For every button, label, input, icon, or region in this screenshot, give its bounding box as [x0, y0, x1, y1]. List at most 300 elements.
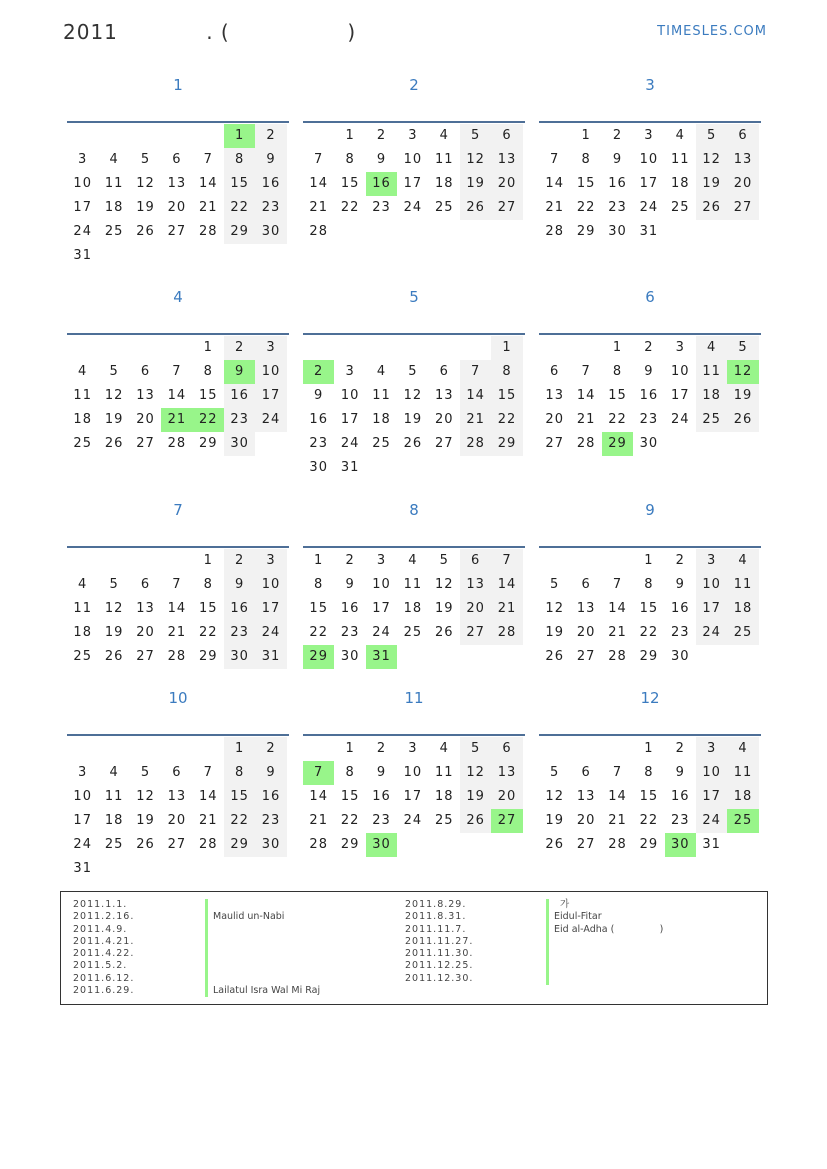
- holiday-marker: [205, 899, 208, 911]
- day-cell: 15: [224, 172, 255, 196]
- holiday-date: 2011.6.29.: [73, 985, 135, 997]
- day-cell: 30: [670, 649, 690, 664]
- day-cell: 24: [255, 621, 286, 645]
- day-cell: 22: [198, 625, 218, 640]
- day-cell: 9: [376, 765, 387, 780]
- day-grid: [67, 549, 289, 669]
- day-cell: 12: [545, 601, 564, 616]
- day-cell: 14: [167, 388, 187, 403]
- empty-cell: [98, 124, 129, 148]
- day-cell: 5: [140, 152, 151, 167]
- day-cell: 2: [675, 553, 685, 568]
- day-cell: 19: [545, 625, 564, 640]
- day-cell: 18: [403, 601, 423, 616]
- day-cell: 9: [255, 148, 286, 172]
- day-cell: 16: [639, 388, 659, 403]
- day-cell: 20: [491, 172, 522, 196]
- empty-cell: [397, 336, 428, 360]
- holiday-date: 2011.1.1.: [73, 899, 128, 910]
- day-cell: 28: [608, 837, 627, 852]
- day-cell: 10: [403, 765, 423, 780]
- day-cell: 12: [434, 577, 454, 592]
- day-cell: 14: [309, 789, 328, 804]
- month-name: 5: [409, 288, 419, 306]
- day-cell: 5: [550, 765, 560, 780]
- day-cell: 11: [670, 152, 690, 167]
- day-cell: 10: [73, 176, 92, 191]
- day-cell: 28: [167, 436, 187, 451]
- day-cell: 22: [340, 200, 360, 215]
- day-cell: 19: [460, 785, 491, 809]
- day-cell: 2: [224, 549, 255, 573]
- day-cell: 11: [372, 388, 391, 403]
- empty-cell: [193, 737, 224, 761]
- month-name: 7: [173, 501, 183, 519]
- day-cell: 15: [309, 601, 328, 616]
- day-cell: 8: [203, 577, 213, 592]
- day-cell: 16: [224, 597, 255, 621]
- day-cell: 27: [576, 649, 596, 664]
- day-cell: 25: [696, 408, 727, 432]
- day-cell: 7: [203, 765, 213, 780]
- day-cell: 26: [403, 436, 423, 451]
- empty-cell: [570, 549, 601, 573]
- day-cell: 5: [439, 553, 449, 568]
- weekday-header: [539, 312, 761, 335]
- day-cell: 9: [612, 152, 623, 167]
- day-grid: [303, 336, 525, 480]
- holiday-date: 2011.11.27.: [405, 935, 474, 947]
- holiday-marker: [205, 948, 208, 960]
- day-cell: 13: [576, 789, 596, 804]
- day-cell: 24: [403, 813, 423, 828]
- holiday-day: 9: [224, 360, 255, 384]
- day-grid: [67, 737, 289, 881]
- day-cell: 10: [639, 152, 659, 167]
- day-cell: 6: [460, 549, 491, 573]
- day-cell: 13: [727, 148, 758, 172]
- day-cell: 26: [545, 837, 564, 852]
- empty-cell: [602, 549, 633, 573]
- holiday-day: 12: [727, 360, 758, 384]
- day-cell: 6: [140, 364, 151, 379]
- day-cell: 25: [104, 224, 124, 239]
- month-name: 10: [168, 689, 188, 707]
- month-block: [303, 70, 525, 244]
- day-cell: 19: [434, 601, 454, 616]
- day-cell: 21: [198, 200, 218, 215]
- month-block: [67, 683, 289, 881]
- day-cell: 26: [434, 625, 454, 640]
- day-cell: 20: [545, 412, 564, 427]
- day-cell: 11: [73, 388, 92, 403]
- day-cell: 15: [576, 176, 596, 191]
- day-cell: 31: [340, 460, 360, 475]
- day-cell: 12: [460, 148, 491, 172]
- empty-cell: [67, 549, 98, 573]
- holiday-date: 2011.4.9.: [73, 923, 128, 935]
- day-cell: 5: [696, 124, 727, 148]
- month-name: 3: [645, 76, 655, 94]
- day-cell: 8: [314, 577, 324, 592]
- day-cell: 25: [73, 436, 92, 451]
- holiday-date: 2011.8.31.: [405, 911, 467, 923]
- day-cell: 25: [434, 200, 454, 215]
- day-cell: 30: [340, 649, 360, 664]
- holiday-date: 2011.6.12.: [73, 972, 135, 984]
- empty-cell: [539, 549, 570, 573]
- day-cell: 17: [696, 597, 727, 621]
- day-cell: 20: [576, 625, 596, 640]
- day-cell: 15: [340, 789, 360, 804]
- day-cell: 9: [376, 152, 387, 167]
- day-cell: 27: [491, 196, 522, 220]
- day-cell: 28: [309, 224, 328, 239]
- day-cell: 9: [675, 577, 685, 592]
- day-cell: 23: [372, 200, 391, 215]
- day-cell: 15: [639, 789, 659, 804]
- day-cell: 6: [140, 577, 151, 592]
- day-cell: 12: [104, 601, 124, 616]
- day-cell: 1: [224, 737, 255, 761]
- empty-cell: [161, 737, 192, 761]
- day-cell: 3: [78, 152, 88, 167]
- day-cell: 7: [550, 152, 560, 167]
- day-cell: 26: [696, 196, 727, 220]
- day-cell: 9: [255, 761, 286, 785]
- month-block: [539, 70, 761, 244]
- holiday-marker: [546, 899, 549, 911]
- day-cell: 28: [167, 649, 187, 664]
- weekday-header: [303, 312, 525, 335]
- weekday-header: [67, 713, 289, 736]
- day-cell: 29: [340, 837, 360, 852]
- day-cell: 12: [136, 176, 155, 191]
- day-cell: 16: [309, 412, 328, 427]
- day-cell: 18: [73, 625, 92, 640]
- day-cell: 20: [576, 813, 596, 828]
- month-name: 12: [640, 689, 660, 707]
- day-cell: 29: [576, 224, 596, 239]
- holiday-day: 29: [303, 645, 334, 669]
- day-cell: 3: [696, 737, 727, 761]
- day-cell: 7: [612, 577, 623, 592]
- day-cell: 7: [314, 152, 324, 167]
- day-cell: 6: [491, 737, 522, 761]
- day-cell: 27: [136, 436, 155, 451]
- day-cell: 20: [491, 785, 522, 809]
- day-cell: 6: [491, 124, 522, 148]
- day-cell: 29: [491, 432, 522, 456]
- day-cell: 1: [581, 128, 591, 143]
- day-cell: 20: [167, 813, 187, 828]
- day-cell: 27: [576, 837, 596, 852]
- day-cell: 11: [403, 577, 423, 592]
- month-block: [539, 683, 761, 857]
- day-cell: 1: [345, 741, 355, 756]
- day-cell: 28: [198, 837, 218, 852]
- day-cell: 25: [670, 200, 690, 215]
- day-cell: 11: [104, 176, 124, 191]
- day-cell: 11: [727, 761, 758, 785]
- day-cell: 2: [675, 741, 685, 756]
- day-cell: 19: [136, 813, 155, 828]
- day-cell: 2: [255, 737, 286, 761]
- day-cell: 16: [255, 785, 286, 809]
- empty-cell: [539, 737, 570, 761]
- day-cell: 16: [372, 789, 391, 804]
- empty-cell: [303, 737, 334, 761]
- day-cell: 11: [727, 573, 758, 597]
- day-cell: 11: [73, 601, 92, 616]
- day-cell: 14: [608, 789, 627, 804]
- day-cell: 13: [576, 601, 596, 616]
- day-cell: 3: [78, 765, 88, 780]
- day-cell: 4: [439, 741, 449, 756]
- empty-cell: [67, 124, 98, 148]
- day-cell: 10: [403, 152, 423, 167]
- day-cell: 4: [109, 765, 119, 780]
- month-block: [67, 282, 289, 456]
- day-cell: 24: [696, 621, 727, 645]
- day-cell: 21: [309, 813, 328, 828]
- holiday-list: [60, 891, 768, 1005]
- day-cell: 14: [198, 176, 218, 191]
- day-cell: 13: [491, 148, 522, 172]
- empty-cell: [130, 124, 161, 148]
- day-cell: 31: [73, 248, 92, 263]
- day-cell: 20: [434, 412, 454, 427]
- day-cell: 26: [136, 224, 155, 239]
- month-name: 11: [404, 689, 424, 707]
- holiday-day: 7: [303, 761, 334, 785]
- day-cell: 8: [345, 765, 355, 780]
- holiday-day: 21: [161, 408, 192, 432]
- day-cell: 23: [224, 621, 255, 645]
- day-cell: 22: [340, 813, 360, 828]
- empty-cell: [98, 549, 129, 573]
- site-link[interactable]: TIMESLES.COM: [657, 24, 767, 39]
- month-block: [303, 495, 525, 669]
- day-cell: 21: [576, 412, 596, 427]
- day-cell: 31: [702, 837, 721, 852]
- day-cell: 31: [639, 224, 659, 239]
- day-cell: 5: [460, 124, 491, 148]
- day-cell: 14: [545, 176, 564, 191]
- empty-cell: [98, 336, 129, 360]
- day-cell: 24: [340, 436, 360, 451]
- empty-cell: [130, 737, 161, 761]
- day-cell: 25: [73, 649, 92, 664]
- day-cell: 28: [491, 621, 522, 645]
- empty-cell: [602, 737, 633, 761]
- day-cell: 22: [224, 809, 255, 833]
- day-cell: 10: [696, 573, 727, 597]
- day-cell: 5: [727, 336, 758, 360]
- day-cell: 12: [104, 388, 124, 403]
- day-cell: 27: [136, 649, 155, 664]
- day-cell: 30: [255, 220, 286, 244]
- day-cell: 25: [104, 837, 124, 852]
- day-cell: 29: [224, 220, 255, 244]
- day-cell: 21: [608, 625, 627, 640]
- day-cell: 21: [198, 813, 218, 828]
- day-cell: 22: [639, 625, 659, 640]
- day-cell: 18: [104, 813, 124, 828]
- empty-cell: [429, 336, 460, 360]
- month-block: [539, 282, 761, 456]
- day-cell: 10: [73, 789, 92, 804]
- empty-cell: [98, 737, 129, 761]
- day-cell: 7: [491, 549, 522, 573]
- day-cell: 8: [581, 152, 591, 167]
- day-cell: 3: [408, 128, 418, 143]
- day-cell: 18: [727, 785, 758, 809]
- day-cell: 23: [670, 813, 690, 828]
- day-cell: 1: [203, 340, 213, 355]
- empty-cell: [570, 737, 601, 761]
- day-cell: 26: [727, 408, 758, 432]
- day-cell: 10: [255, 360, 286, 384]
- day-cell: 30: [224, 645, 255, 669]
- day-grid: [539, 737, 761, 857]
- day-cell: 27: [727, 196, 758, 220]
- day-cell: 23: [340, 625, 360, 640]
- day-cell: 4: [696, 336, 727, 360]
- day-cell: 10: [670, 364, 690, 379]
- empty-cell: [193, 124, 224, 148]
- day-cell: 17: [403, 789, 423, 804]
- month-name: 9: [645, 501, 655, 519]
- day-cell: 11: [434, 765, 454, 780]
- month-block: [303, 683, 525, 857]
- day-cell: 2: [376, 128, 387, 143]
- day-cell: 30: [309, 460, 328, 475]
- empty-cell: [539, 124, 570, 148]
- empty-cell: [303, 124, 334, 148]
- holiday-date: 2011.12.30.: [405, 972, 474, 984]
- day-cell: 15: [198, 601, 218, 616]
- day-cell: 3: [408, 741, 418, 756]
- day-cell: 13: [136, 601, 155, 616]
- day-cell: 4: [727, 549, 758, 573]
- day-cell: 24: [372, 625, 391, 640]
- day-cell: 1: [491, 336, 522, 360]
- day-cell: 7: [581, 364, 591, 379]
- day-grid: [67, 336, 289, 456]
- day-cell: 23: [670, 625, 690, 640]
- day-cell: 17: [73, 813, 92, 828]
- day-cell: 3: [255, 549, 286, 573]
- day-cell: 9: [675, 765, 685, 780]
- day-cell: 24: [696, 809, 727, 833]
- day-cell: 5: [140, 765, 151, 780]
- day-cell: 28: [545, 224, 564, 239]
- month-block: [303, 282, 525, 480]
- day-cell: 29: [639, 649, 659, 664]
- weekday-header: [539, 100, 761, 123]
- day-cell: 14: [309, 176, 328, 191]
- holiday-name: Eid al-Adha ( ): [554, 923, 664, 935]
- day-cell: 25: [727, 621, 758, 645]
- day-cell: 31: [255, 645, 286, 669]
- day-cell: 12: [403, 388, 423, 403]
- holiday-date: 2011.11.30.: [405, 948, 474, 960]
- empty-cell: [67, 737, 98, 761]
- month-name: 4: [173, 288, 183, 306]
- day-cell: 1: [345, 128, 355, 143]
- day-cell: 19: [104, 625, 124, 640]
- day-cell: 6: [550, 364, 560, 379]
- day-cell: 18: [727, 597, 758, 621]
- day-cell: 15: [491, 384, 522, 408]
- day-cell: 4: [376, 364, 387, 379]
- day-cell: 18: [73, 412, 92, 427]
- day-cell: 25: [434, 813, 454, 828]
- day-cell: 14: [491, 573, 522, 597]
- day-cell: 28: [608, 649, 627, 664]
- holiday-marker: [205, 960, 208, 972]
- day-cell: 19: [460, 172, 491, 196]
- day-cell: 24: [403, 200, 423, 215]
- day-cell: 28: [576, 436, 596, 451]
- day-cell: 19: [104, 412, 124, 427]
- day-cell: 15: [639, 601, 659, 616]
- holiday-day: 30: [366, 833, 397, 857]
- day-cell: 4: [439, 128, 449, 143]
- empty-cell: [161, 124, 192, 148]
- day-cell: 25: [403, 625, 423, 640]
- day-cell: 22: [608, 412, 627, 427]
- holiday-marker: [546, 911, 549, 923]
- day-cell: 23: [608, 200, 627, 215]
- day-cell: 20: [136, 412, 155, 427]
- day-cell: 24: [255, 408, 286, 432]
- day-cell: 5: [109, 364, 119, 379]
- holiday-marker: [205, 924, 208, 936]
- month-name: 2: [409, 76, 419, 94]
- day-cell: 20: [460, 597, 491, 621]
- holiday-name: 가: [554, 899, 570, 910]
- day-cell: 13: [136, 388, 155, 403]
- day-cell: 14: [576, 388, 596, 403]
- day-cell: 28: [460, 432, 491, 456]
- day-cell: 4: [78, 577, 88, 592]
- day-cell: 21: [309, 200, 328, 215]
- day-cell: 17: [670, 388, 690, 403]
- day-cell: 3: [696, 549, 727, 573]
- empty-cell: [460, 336, 491, 360]
- holiday-date: 2011.5.2.: [73, 960, 128, 972]
- day-cell: 1: [314, 553, 324, 568]
- day-cell: 27: [167, 224, 187, 239]
- day-cell: 22: [491, 408, 522, 432]
- day-cell: 17: [255, 597, 286, 621]
- holiday-day: 29: [602, 432, 633, 456]
- holiday-date: 2011.8.29.: [405, 899, 467, 910]
- day-cell: 26: [136, 837, 155, 852]
- day-cell: 16: [670, 789, 690, 804]
- day-cell: 23: [372, 813, 391, 828]
- day-cell: 21: [167, 625, 187, 640]
- day-cell: 12: [545, 789, 564, 804]
- day-cell: 2: [345, 553, 355, 568]
- weekday-header: [539, 525, 761, 548]
- day-grid: [303, 549, 525, 669]
- page-title: 2011 . ( ): [63, 20, 357, 44]
- day-cell: 16: [255, 172, 286, 196]
- day-cell: 13: [460, 573, 491, 597]
